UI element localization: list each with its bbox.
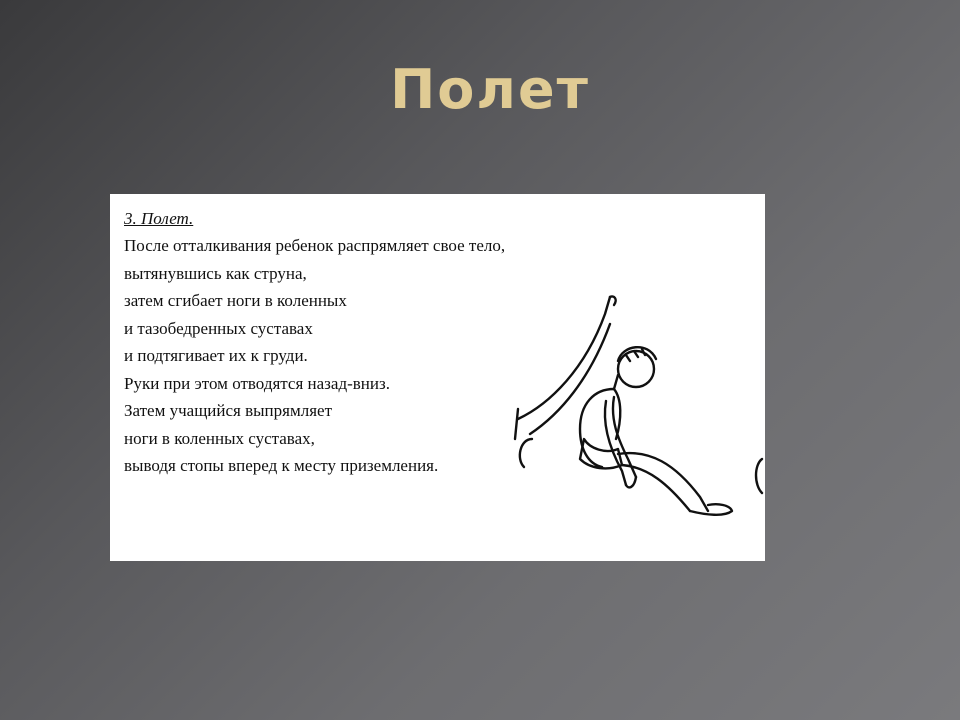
child-foot <box>690 504 732 515</box>
text-line-1: После отталкивания ребенок распрямляет свое тело, <box>124 236 506 255</box>
text-line-2: вытянувшись как струна, <box>124 263 307 283</box>
text-line-5: и подтягивает их к груди. <box>124 346 308 365</box>
jumping-child-illustration <box>510 289 765 561</box>
section-heading: 3. Полет. <box>124 209 194 228</box>
content-image <box>110 194 765 561</box>
text-line-9: выводя стопы вперед к месту приземления. <box>124 456 439 475</box>
text-line-3: затем сгибает ноги в коленных <box>124 291 347 310</box>
text-line-7: Затем учащийся выпрямляет <box>124 401 333 420</box>
instruction-text <box>124 206 544 480</box>
slide-title: Полет <box>390 58 590 121</box>
prev-figure-head <box>520 439 532 467</box>
child-head <box>618 351 654 387</box>
text-line-4: и тазобедренных суставах <box>124 318 313 338</box>
child-torso <box>580 389 614 467</box>
text-line-6: Руки при этом отводятся назад-вниз. <box>124 373 390 393</box>
next-figure-edge <box>756 459 762 493</box>
text-line-8: ноги в коленных суставах, <box>124 428 315 448</box>
